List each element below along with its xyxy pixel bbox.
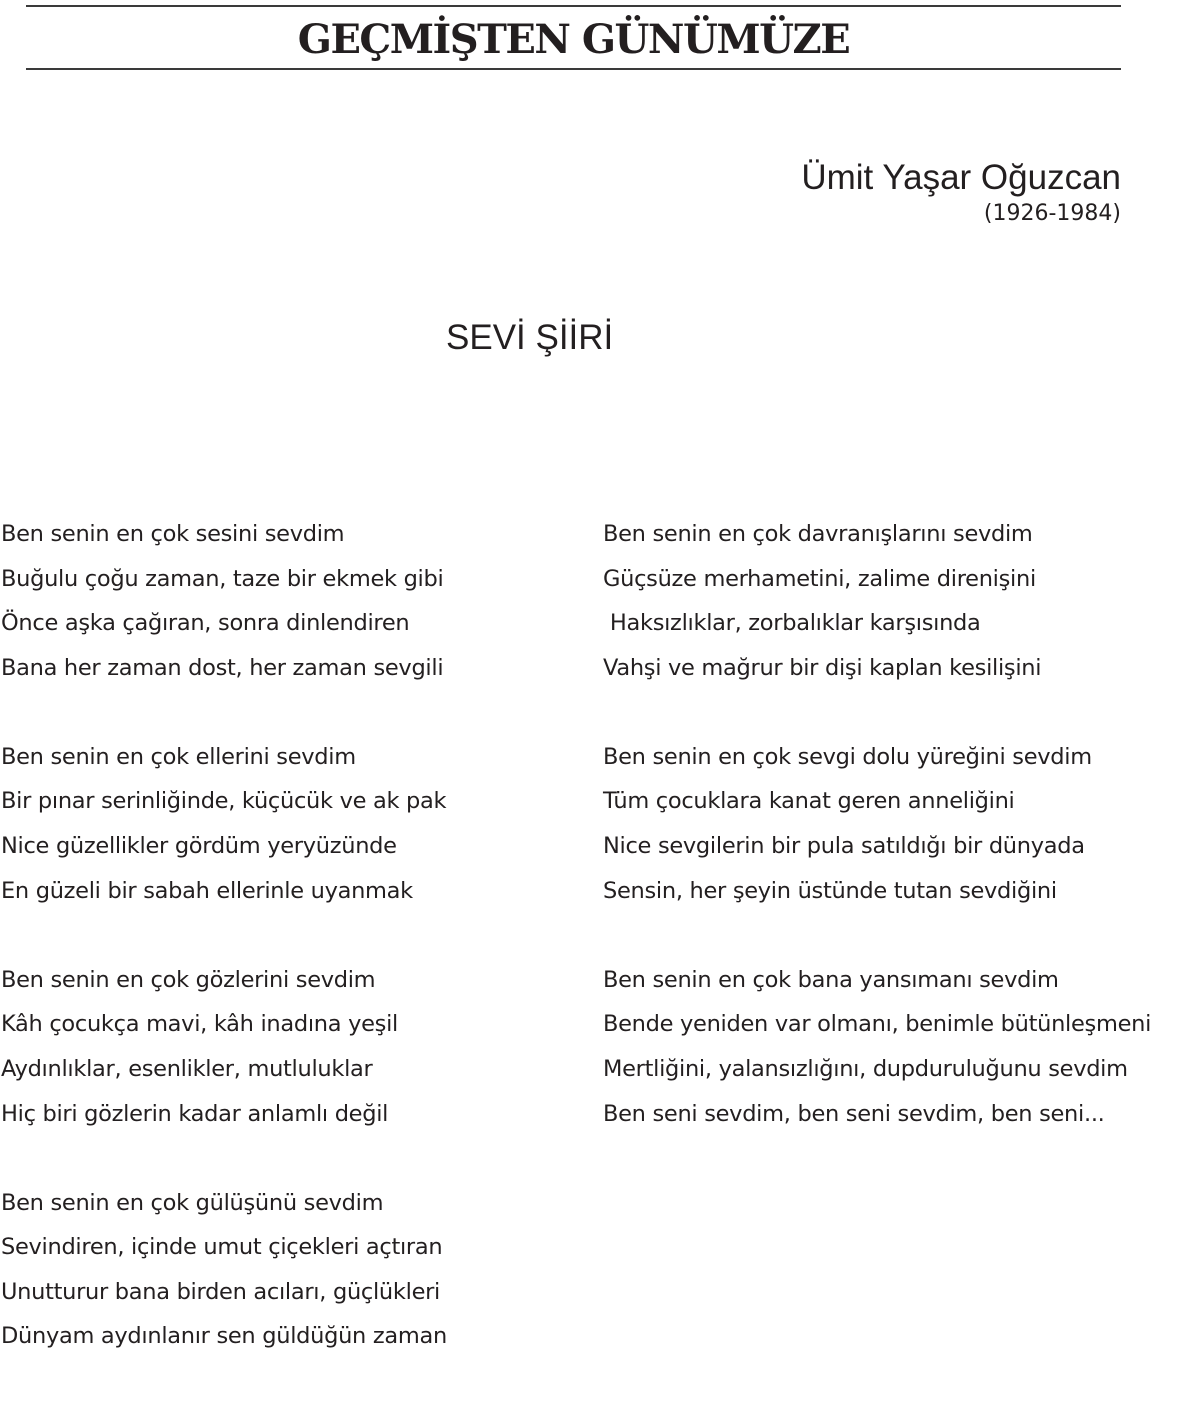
poem-line: Sensin, her şeyin üstünde tutan sevdiğini bbox=[603, 877, 1057, 904]
poem-line: Mertliğini, yalansızlığını, dupduruluğunu sevdim bbox=[603, 1055, 1128, 1082]
author-block bbox=[801, 157, 1121, 229]
poem-line: Unutturur bana birden acıları, güçlükleri bbox=[1, 1278, 441, 1305]
poem-line: Ben senin en çok bana yansımanı sevdim bbox=[603, 966, 1059, 993]
poem-line: Sevindiren, içinde umut çiçekleri açtıran bbox=[1, 1234, 443, 1261]
poem-line: Nice sevgilerin bir pula satıldığı bir dünyada bbox=[603, 833, 1085, 860]
stanza bbox=[603, 958, 1200, 1136]
poem-right-column bbox=[603, 512, 1200, 1181]
poem-line: Ben senin en çok sesini sevdim bbox=[1, 521, 345, 547]
poem-line: Dünyam aydınlanır sen güldüğün zaman bbox=[1, 1323, 447, 1350]
stanza bbox=[1, 1181, 561, 1359]
poem-line: Güçsüze merhametini, zalime direnişini bbox=[603, 565, 1036, 592]
poem-line: Ben senin en çok ellerini sevdim bbox=[1, 743, 356, 770]
poem-line: Önce aşka çağıran, sonra dinlendiren bbox=[1, 610, 410, 637]
author-name: Ümit Yaşar Oğuzcan bbox=[801, 158, 1121, 197]
poem-line: Vahşi ve mağrur bir dişi kaplan kesilişini bbox=[603, 654, 1042, 681]
poem-line: Ben seni sevdim, ben seni sevdim, ben seni... bbox=[603, 1100, 1105, 1127]
poem-line: Ben senin en çok davranışlarını sevdim bbox=[603, 521, 1033, 547]
poem-line: Ben senin en çok gülüşünü sevdim bbox=[1, 1189, 384, 1216]
poem-line: Bende yeniden var olmanı, benimle bütünleşmeni bbox=[603, 1011, 1152, 1038]
poem-line: Bana her zaman dost, her zaman sevgili bbox=[1, 654, 444, 681]
header-bottom-rule bbox=[26, 68, 1121, 70]
poem-title: SEVİ ŞİİRİ bbox=[446, 318, 614, 357]
header-top-rule bbox=[26, 5, 1121, 7]
poem-line: Hiç biri gözlerin kadar anlamlı değil bbox=[1, 1100, 389, 1127]
poem-line: Haksızlıklar, zorbalıklar karşısında bbox=[603, 610, 981, 637]
poem-line: Ben senin en çok sevgi dolu yüreğini sevdim bbox=[603, 743, 1092, 770]
author-years: (1926-1984) bbox=[983, 201, 1121, 226]
poem-line: Buğulu çoğu zaman, taze bir ekmek gibi bbox=[1, 565, 444, 592]
poem-line: Nice güzellikler gördüm yeryüzünde bbox=[1, 833, 397, 860]
poem-line: Kâh çocukça mavi, kâh inadına yeşil bbox=[1, 1011, 398, 1038]
stanza bbox=[603, 512, 1200, 690]
poem-line: Ben senin en çok gözlerini sevdim bbox=[1, 966, 376, 993]
poem-line: Tüm çocuklara kanat geren anneliğini bbox=[603, 788, 1015, 815]
poem-line: En güzeli bir sabah ellerinle uyanmak bbox=[1, 877, 413, 904]
stanza bbox=[1, 512, 561, 690]
section-title: GEÇMİŞTEN GÜNÜMÜZE bbox=[297, 16, 850, 63]
stanza bbox=[603, 735, 1200, 913]
poem-line: Aydınlıklar, esenlikler, mutluluklar bbox=[1, 1055, 373, 1082]
stanza bbox=[1, 958, 561, 1136]
stanza bbox=[1, 735, 561, 913]
poem-line: Bir pınar serinliğinde, küçücük ve ak pak bbox=[1, 788, 447, 815]
poem-left-column bbox=[1, 512, 561, 1404]
